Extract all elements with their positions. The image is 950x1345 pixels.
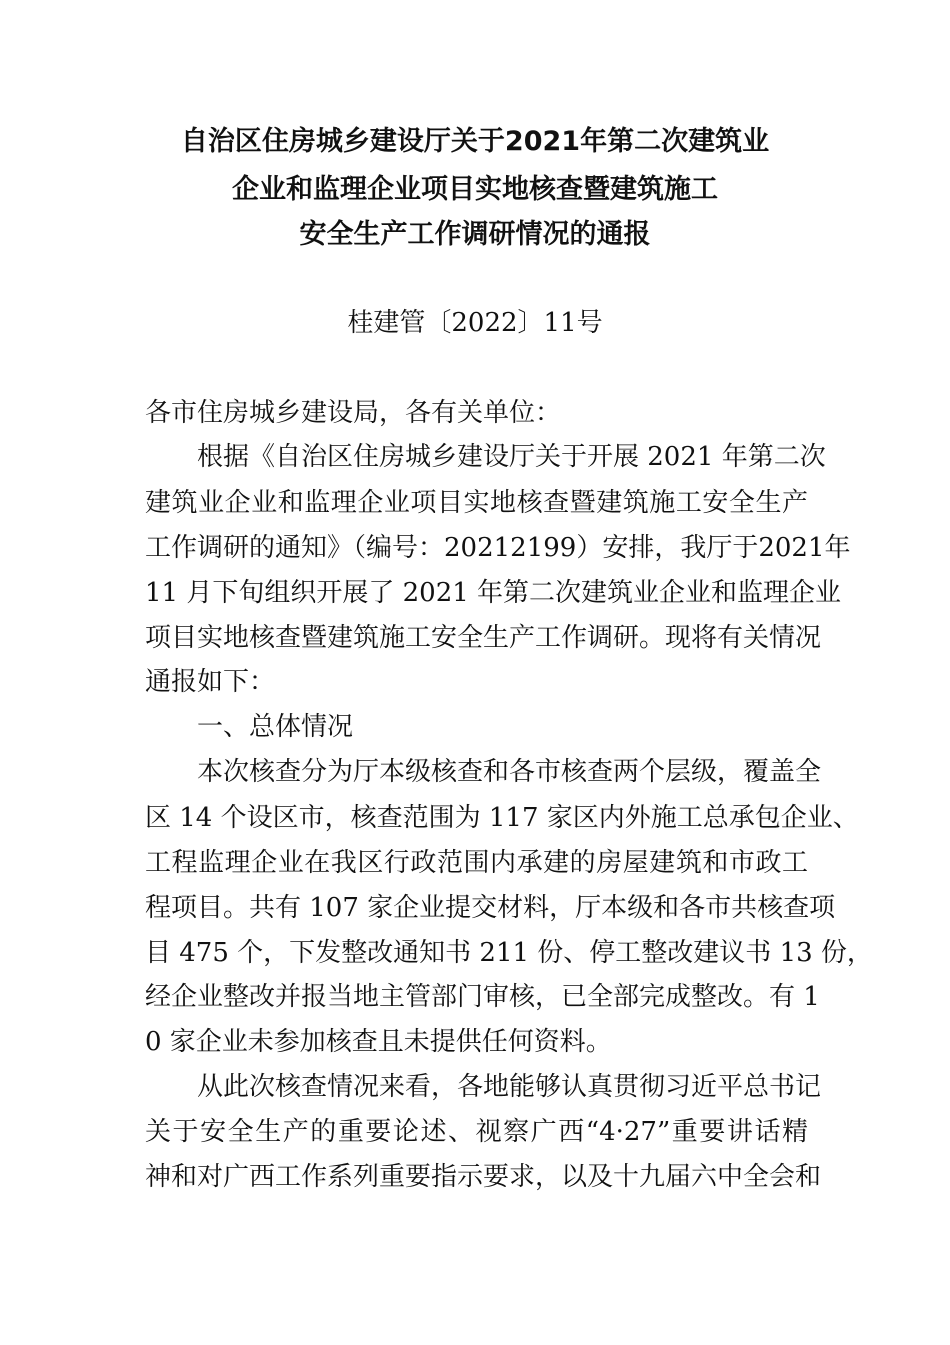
paragraph-1-line: 11 月下旬组织开展了 2021 年第二次建筑业企业和监理企业 [145,578,842,608]
paragraph-2-line: 0 家企业未参加核查且未提供任何资料。 [145,1027,612,1057]
paragraph-2-line: 目 475 个，下发整改通知书 211 份、停工整改建议书 13 份， [145,938,873,968]
paragraph-3-line: 关于安全生产的重要论述、视察广西“4·27”重要讲话精 [145,1117,808,1147]
paragraph-1-line: 项目实地核查暨建筑施工安全生产工作调研。现将有关情况 [145,623,822,653]
paragraph-2-line: 工程监理企业在我区行政范围内承建的房屋建筑和市政工 [145,848,808,878]
document-number: 桂建管〔2022〕11号 [347,308,603,338]
paragraph-1-line: 工作调研的通知》（编号：20212199）安排，我厅于2021年 [145,533,851,563]
paragraph-3-line: 神和对广西工作系列重要指示要求，以及十九届六中全会和 [145,1162,822,1192]
section-1-heading: 一、总体情况 [197,712,354,742]
paragraph-2-line: 本次核查分为厅本级核查和各市核查两个层级，覆盖全 [197,757,822,787]
paragraph-1-line: 建筑业企业和监理企业项目实地核查暨建筑施工安全生产 [145,488,808,518]
document-title-line-3: 安全生产工作调研情况的通报 [299,219,651,250]
paragraph-2-line: 经企业整改并报当地主管部门审核，已全部完成整改。有 1 [145,982,820,1012]
document-title-line-1: 自治区住房城乡建设厅关于2021年第二次建筑业 [180,126,770,157]
paragraph-3-line: 从此次核查情况来看，各地能够认真贯彻习近平总书记 [197,1072,822,1102]
salutation: 各市住房城乡建设局，各有关单位： [145,398,562,428]
document-title-line-2: 企业和监理企业项目实地核查暨建筑施工 [232,174,718,205]
paragraph-1-line: 根据《自治区住房城乡建设厅关于开展 2021 年第二次 [197,442,826,472]
paragraph-2-line: 程项目。共有 107 家企业提交材料，厅本级和各市共核查项 [145,893,836,923]
paragraph-1-line: 通报如下： [145,667,276,697]
paragraph-2-line: 区 14 个设区市，核查范围为 117 家区内外施工总承包企业、 [145,803,859,833]
